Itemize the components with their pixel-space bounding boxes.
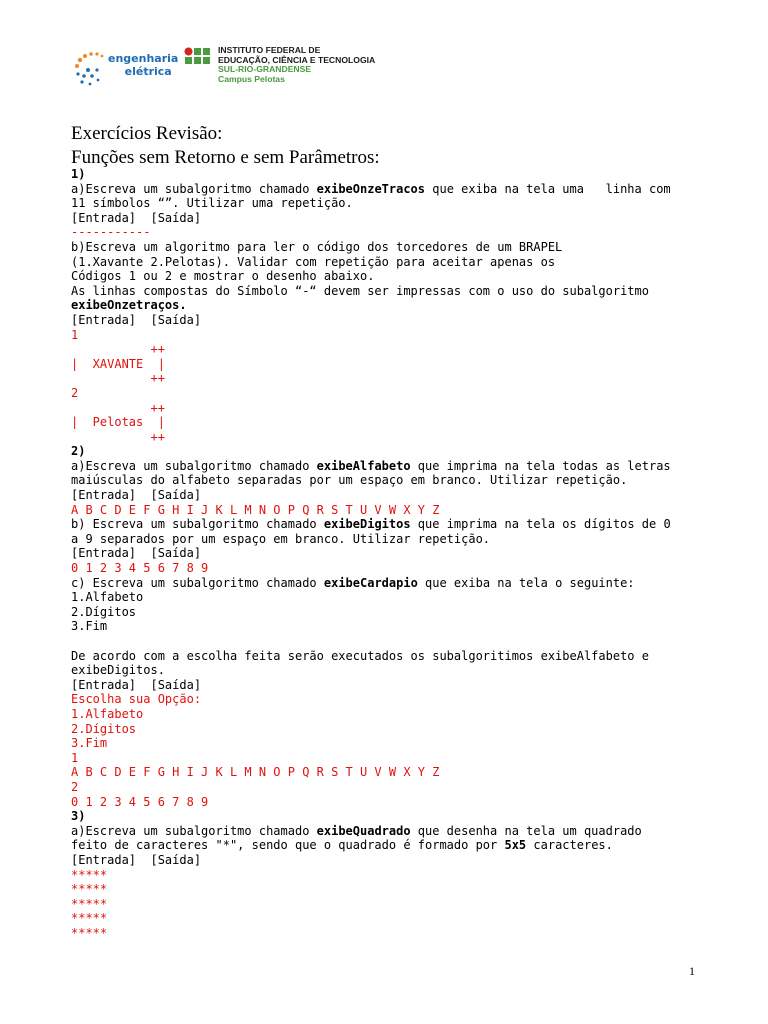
q3a-output-line: *****: [71, 925, 108, 940]
q2c-menu-item: 3.Fim: [71, 619, 108, 634]
q1b-output-line: ++: [71, 342, 165, 357]
q1b-line1: b)Escreva um algoritmo para ler o código dos torcedores de um BRAPEL: [71, 239, 563, 254]
ifsul-logo: [184, 46, 384, 92]
q3a-output-line: *****: [71, 867, 108, 882]
title-funcoes: Funções sem Retorno e sem Parâmetros:: [71, 147, 380, 168]
q1b-output-line: | Pelotas |: [71, 415, 165, 430]
q2c-text-line2: exibeDigitos.: [71, 663, 165, 678]
logo-left-text: [108, 52, 178, 78]
q2c-text-line1: De acordo com a escolha feita serão executados os subalgoritimos exibeAlfabeto e: [71, 648, 649, 663]
logo-left-line1: engenharia: [108, 52, 179, 65]
logo-right-line2: EDUCAÇÃO, CIÊNCIA E TECNOLOGIA: [218, 54, 376, 65]
q2b-line1: b) Escreva um subalgoritmo chamado exibeDigitos que imprima na tela os dígitos de 0: [71, 517, 671, 532]
question-1: [71, 167, 671, 940]
q1a-line2: 11 símbolos “”. Utilizar uma repetição.: [71, 196, 353, 211]
logo-right-line4: Campus Pelotas: [218, 73, 285, 84]
q2c-output-line: 3.Fim: [71, 736, 108, 751]
blank-line: [71, 634, 671, 649]
q2a-line1: a)Escreva um subalgoritmo chamado exibeAlfabeto que imprima na tela todas as letras: [71, 458, 671, 473]
gear-dots-icon: [72, 50, 112, 90]
q1b-output-line: 1: [71, 327, 79, 342]
q1b-io-label: [Entrada] [Saída]: [71, 312, 202, 327]
q2c-output-line: A B C D E F G H I J K L M N O P Q R S T U V W X Y Z: [71, 765, 440, 780]
q3a-line1: a)Escreva um subalgoritmo chamado exibeQuadrado que desenha na tela um quadrado: [71, 823, 642, 838]
q3a-io-label: [Entrada] [Saída]: [71, 852, 202, 867]
q3a-line2: feito de caracteres "*", sendo que o quadrado é formado por 5x5 caracteres.: [71, 838, 613, 853]
q3a-output-line: *****: [71, 882, 108, 897]
logo-right-line3: SUL-RIO-GRANDENSE: [218, 64, 312, 75]
if-squares-icon: [184, 47, 216, 71]
q2-number: 2): [71, 444, 86, 459]
q1b-line4: As linhas compostas do Símbolo “-“ devem ser impressas com o uso do subalgoritmo: [71, 283, 649, 298]
q2c-output-line: Escolha sua Opção:: [71, 692, 202, 707]
q2c-output-line: 2.Dígitos: [71, 721, 137, 736]
engenharia-eletrica-logo: [72, 46, 180, 92]
logo-left-line2: elétrica: [124, 65, 172, 78]
logo-right-line1: INSTITUTO FEDERAL DE: [218, 45, 321, 55]
q3a-output-line: *****: [71, 911, 108, 926]
q2c-output-line: 0 1 2 3 4 5 6 7 8 9: [71, 794, 209, 809]
q2c-output-line: 1: [71, 750, 79, 765]
q3a-output-line: *****: [71, 896, 108, 911]
logo-right-text: [218, 46, 375, 84]
q2c-output-line: 1.Alfabeto: [71, 706, 144, 721]
q2a-line2: maiúsculas do alfabeto separadas por um espaço em branco. Utilizar repetição.: [71, 473, 628, 488]
q1-number: 1): [71, 167, 86, 181]
q3-number: 3): [71, 809, 86, 824]
q1a-io-label: [Entrada] [Saída]: [71, 210, 202, 225]
q1b-output-line: 2: [71, 385, 79, 400]
q1b-output-line: ++: [71, 400, 165, 415]
page-number: 1: [689, 964, 695, 978]
q2c-menu-item: 1.Alfabeto: [71, 590, 144, 605]
q1b-output-line: ++: [71, 429, 165, 444]
q1a-output-dashes: -----------: [71, 225, 151, 240]
q1b-output-line: | XAVANTE |: [71, 356, 165, 371]
q1b-line5: exibeOnzetraços.: [71, 298, 187, 313]
q2c-menu-item: 2.Dígitos: [71, 604, 137, 619]
q2c-io-label: [Entrada] [Saída]: [71, 677, 202, 692]
q2a-output-alphabet: A B C D E F G H I J K L M N O P Q R S T U V W X Y Z: [71, 502, 440, 517]
q2b-output-digits: 0 1 2 3 4 5 6 7 8 9: [71, 561, 209, 576]
q1b-line2: (1.Xavante 2.Pelotas). Validar com repetição para aceitar apenas os: [71, 254, 556, 269]
title-exercicios: Exercícios Revisão:: [71, 123, 223, 144]
q2c-line1: c) Escreva um subalgoritmo chamado exibeCardapio que exiba na tela o seguinte:: [71, 575, 635, 590]
q1b-output-line: ++: [71, 371, 165, 386]
q2b-line2: a 9 separados por um espaço em branco. Utilizar repetição.: [71, 531, 491, 546]
q1a-line1: a)Escreva um subalgoritmo chamado exibeOnzeTracos que exiba na tela uma linha com: [71, 181, 671, 196]
q2a-io-label: [Entrada] [Saída]: [71, 488, 202, 503]
q2c-output-line: 2: [71, 779, 79, 794]
q1b-line3: Códigos 1 ou 2 e mostrar o desenho abaixo.: [71, 269, 375, 284]
q2b-io-label: [Entrada] [Saída]: [71, 546, 202, 561]
